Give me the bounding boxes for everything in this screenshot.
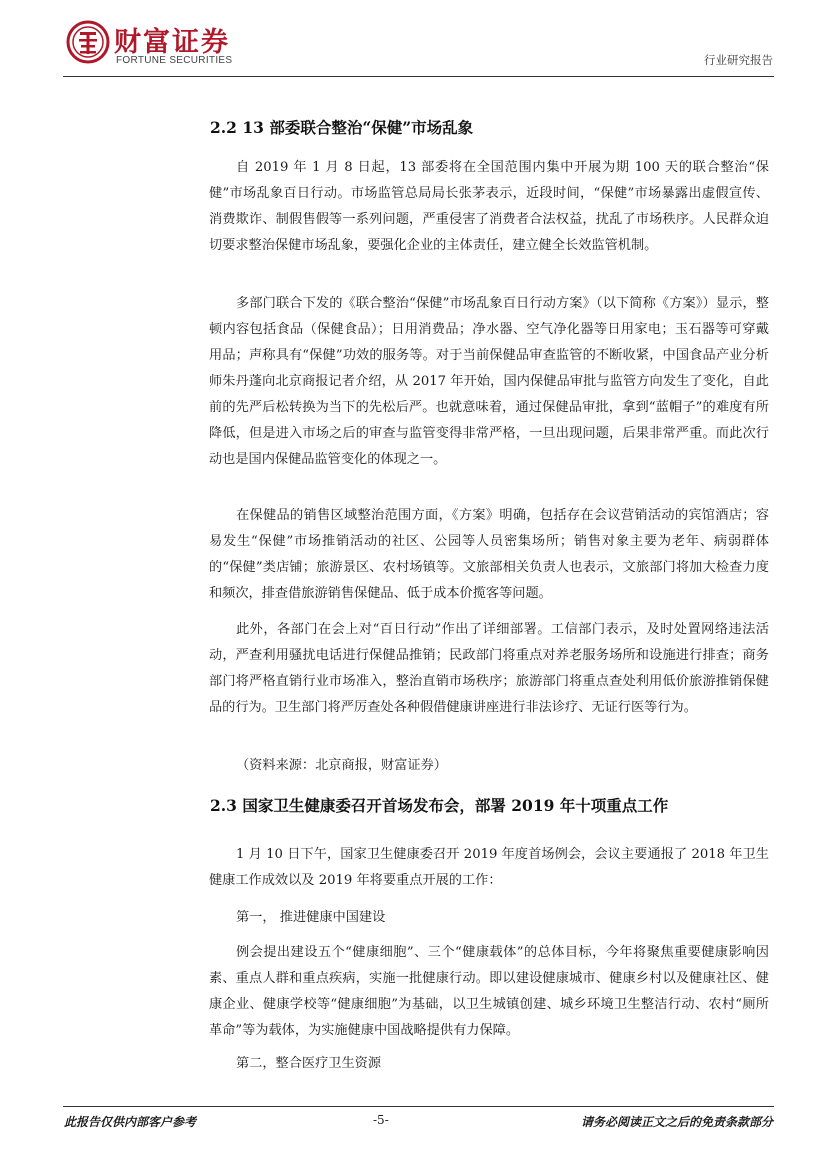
company-logo xyxy=(66,20,241,68)
source-note: （资料来源：北京商报，财富证券） xyxy=(236,758,447,773)
footer-divider xyxy=(63,1106,774,1107)
paragraph: 自 2019 年 1 月 8 日起，13 部委将在全国范围内集中开展为期 100 天的联合整治“保健”市场乱象百日行动。市场监管总局局长张茅表示，近段时间，“保健”市场暴露出虚假宣传、消费欺诈、制假售假等一系列问题，严重侵害了消费者合法权益，扰乱了市场秩序。人民群众迫切要求整治保健市场乱象，要强化企业的主体责任，建立健全长效监管机制。 xyxy=(209,160,769,253)
section-heading: 2.2 13 部委联合整治“保健”市场乱象 xyxy=(210,118,474,137)
footer-notice: 请务必阅读正文之后的免责条款部分 xyxy=(580,1115,773,1129)
paragraph: 1 月 10 日下午，国家卫生健康委召开 2019 年度首场例会，会议主要通报了 2018 年卫生健康工作成效以及 2019 年将要重点开展的工作： xyxy=(209,847,769,888)
list-item-heading: 第一， 推进健康中国建设 xyxy=(236,910,386,925)
paragraph: 例会提出建设五个“健康细胞”、三个“健康载体”的总体目标，今年将聚焦重要健康影响因素、重点人群和重点疾病，实施一批健康行动。即以建设健康城市、健康乡村以及健康社区、健康企业、健康学校等“健康细胞”为基础，以卫生城镇创建、城乡环境卫生整洁行动、农村“厕所革命”等为载体，为实施健康中国战略提供有力保障。 xyxy=(209,945,769,1038)
list-item-heading: 第二，整合医疗卫生资源 xyxy=(236,1056,382,1071)
fortune-securities-emblem-icon xyxy=(66,20,110,64)
paragraph: 此外，各部门在会上对“百日行动”作出了详细部署。工信部门表示，及时处置网络违法活动，严查利用骚扰电话进行保健品推销；民政部门将重点对养老服务场所和设施进行排查；商务部门将严格直销行业市场准入，整治直销市场秩序；旅游部门将重点查处利用低价旅游推销保健品的行为。卫生部门将严厉查处各种假借健康讲座进行非法诊疗、无证行医等行为。 xyxy=(209,622,769,715)
paragraph: 多部门联合下发的《联合整治“保健”市场乱象百日行动方案》（以下简称《方案》）显示，整顿内容包括食品（保健食品）；日用消费品；净水器、空气净化器等日用家电；玉石器等可穿戴用品；声称具有“保健”功效的服务等。对于当前保健品审查监管的不断收紧，中国食品产业分析师朱丹蓬向北京商报记者介绍，从 2017 年开始，国内保健品审批与监管方向发生了变化，自此前的先严后松转换为当下的先松后严。也就意味着，通过保健品审批，拿到“蓝帽子”的难度有所降低，但是进入市场之后的审查与监管变得非常严格，一旦出现问题，后果非常严重。而此次行动也是国内保健品监管变化的体现之一。 xyxy=(209,296,769,467)
page-number: -5- xyxy=(373,1113,389,1127)
logo-chinese-name: 财富证券 xyxy=(114,27,230,58)
logo-english-name: FORTUNE SECURITIES xyxy=(116,55,233,66)
paragraph: 在保健品的销售区域整治范围方面，《方案》明确，包括存在会议营销活动的宾馆酒店；容易发生“保健”市场推销活动的社区、公园等人员密集场所；销售对象主要为老年、病弱群体的“保健”类店铺；旅游景区、农村场镇等。文旅部相关负责人也表示，文旅部门将加大检查力度和频次，排查借旅游销售保健品、低于成本价揽客等问题。 xyxy=(209,508,769,601)
section-heading: 2.3 国家卫生健康委召开首场发布会，部署 2019 年十项重点工作 xyxy=(210,796,669,815)
report-type-label: 行业研究报告 xyxy=(704,53,773,67)
header-divider xyxy=(63,76,774,77)
footer-disclaimer: 此报告仅供内部客户参考 xyxy=(64,1115,197,1129)
